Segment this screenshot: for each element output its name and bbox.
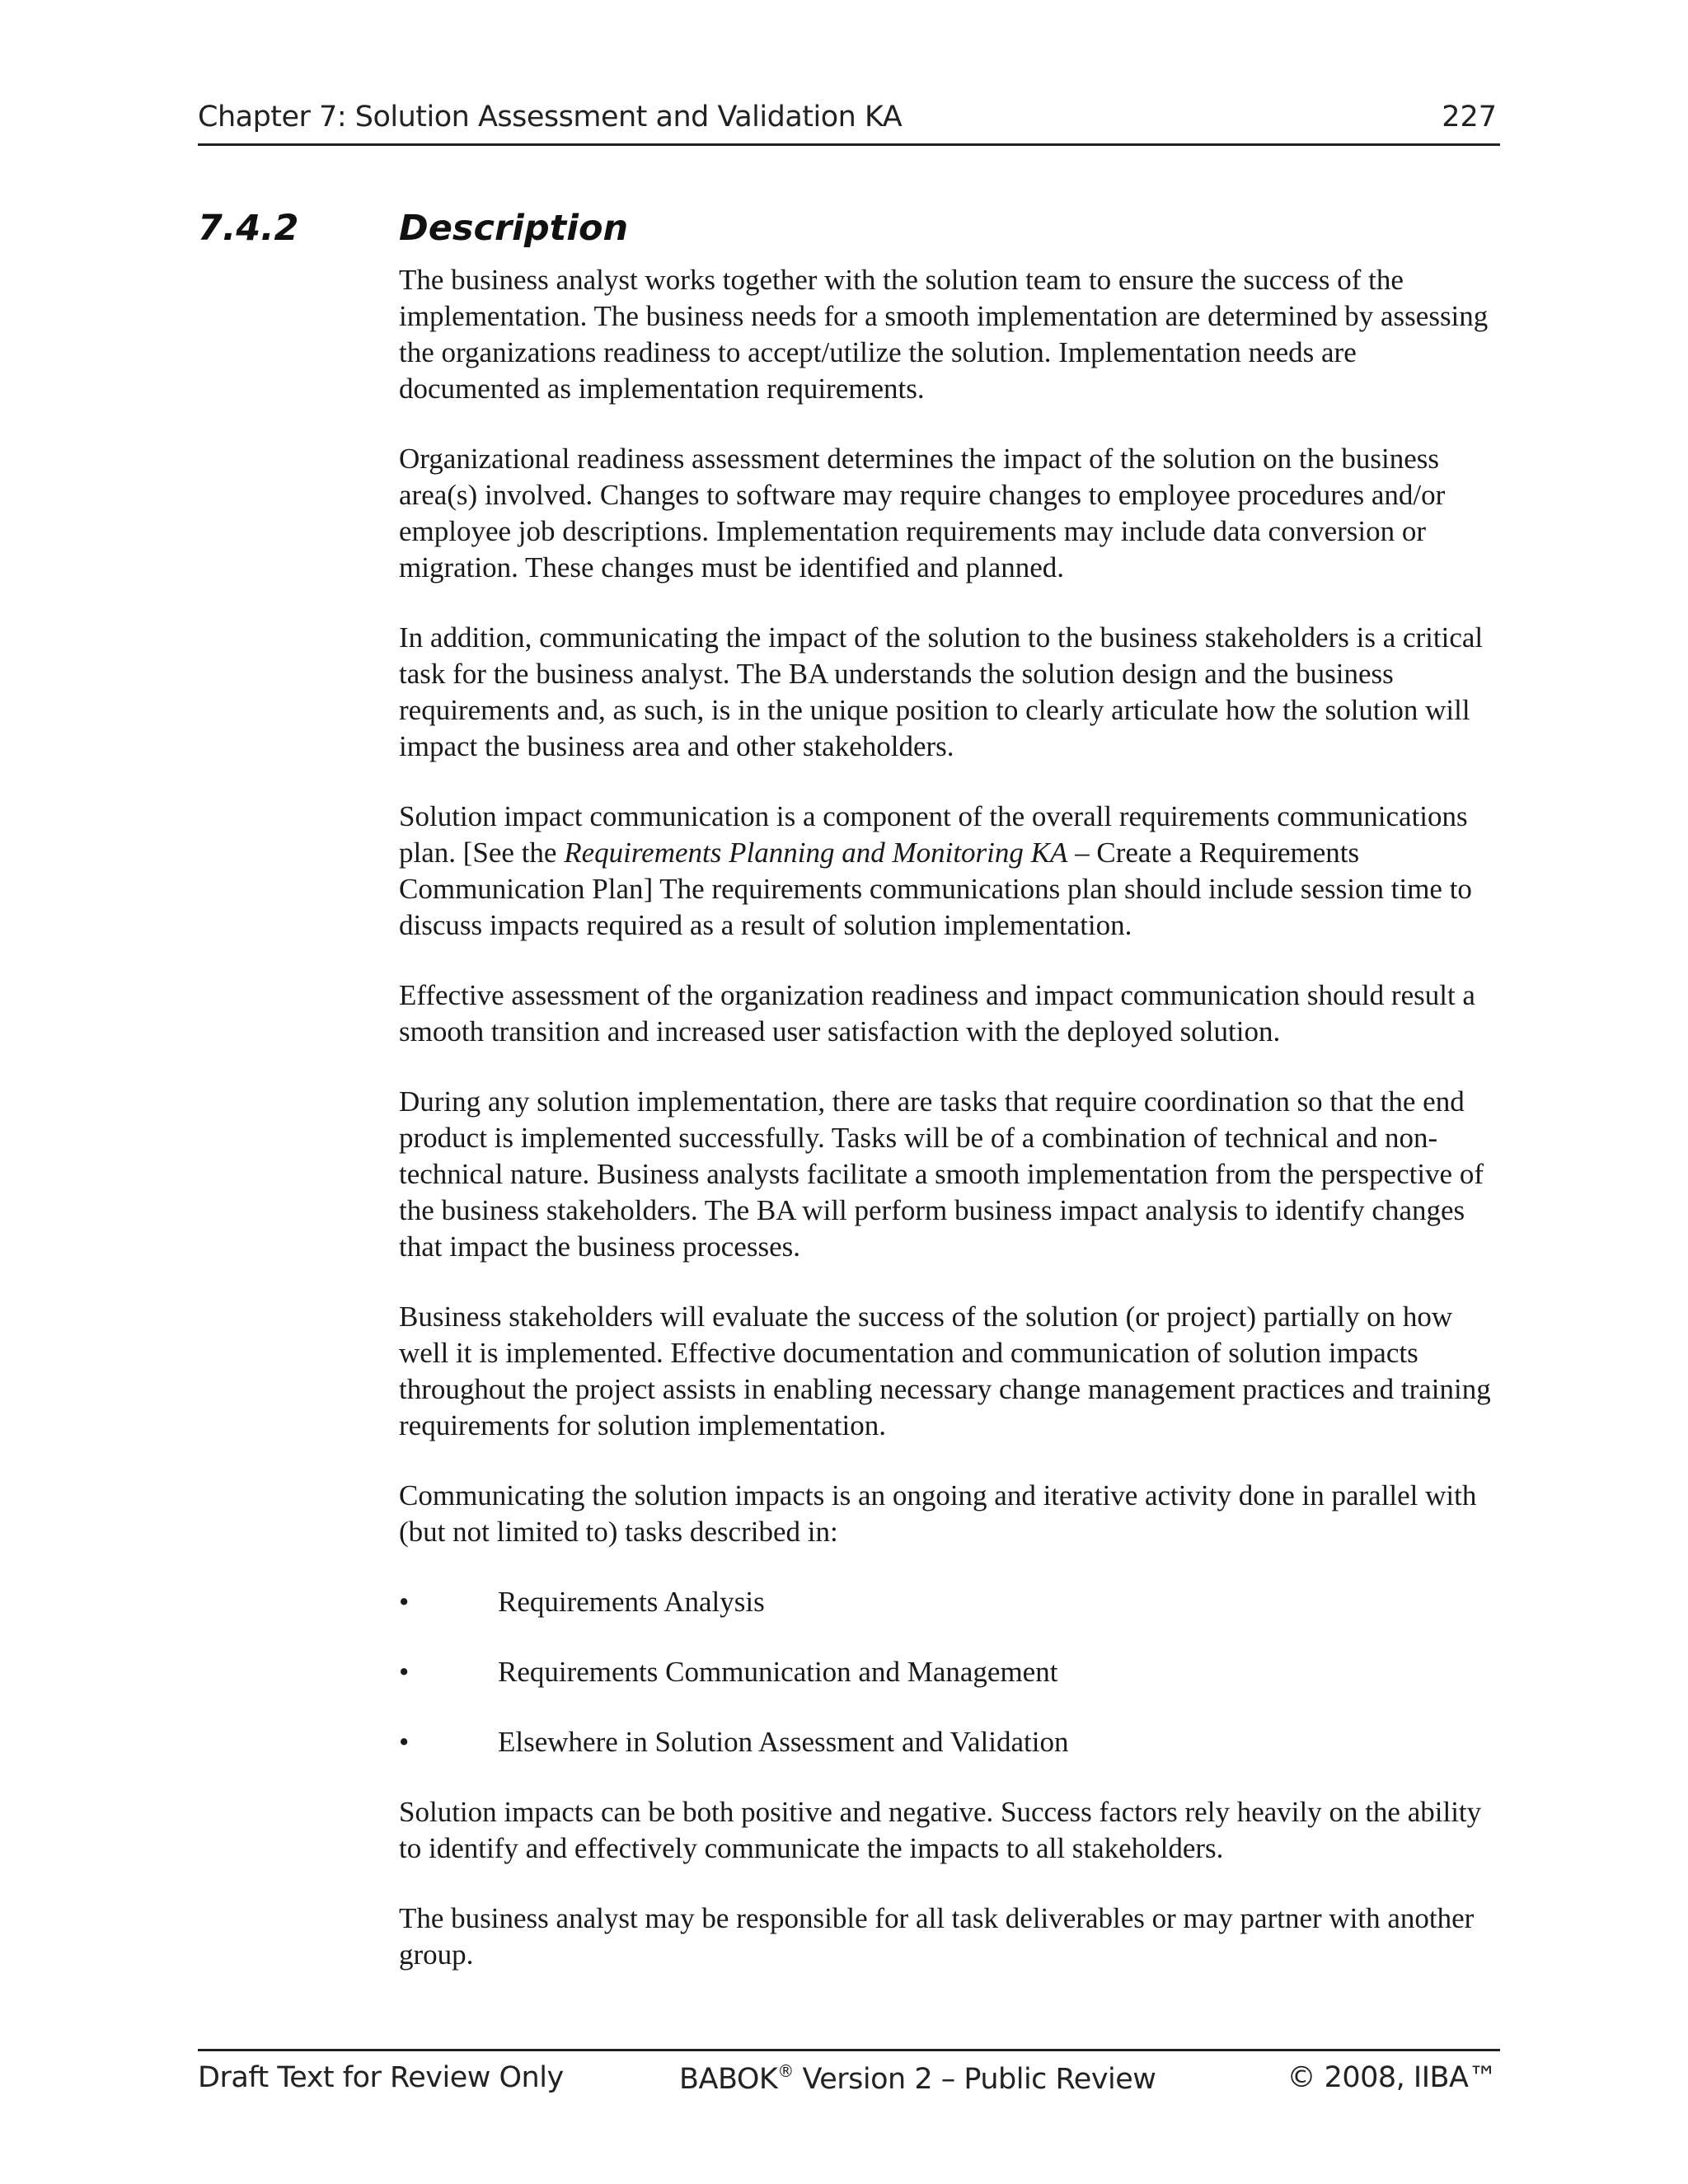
paragraph [399, 799, 1503, 944]
list-item [399, 1724, 1503, 1760]
paragraph: Solution impacts can be both positive and negative. Success factors rely heavily on the ability to identify and effectively communicate the impacts to all stakeholders. [399, 1796, 1482, 1864]
registered-mark: ® [777, 2061, 794, 2081]
paragraph: Business stakeholders will evaluate the success of the solution (or project) partially on how well it is implemented. Effective documentation and communication of solution impacts throughout the project assists in enabling necessary change management practices and training requirements for solution implementation. [399, 1301, 1491, 1441]
running-footer [198, 2049, 1500, 2109]
footer-version-suffix: Version 2 – Public Review [793, 2063, 1156, 2096]
running-header [198, 97, 1500, 146]
paragraph-text: Solution impact communication is a component of the overall requirements communications plan. [See the [399, 800, 1468, 869]
paragraph: Communicating the solution impacts is an ongoing and iterative activity done in parallel with (but not limited to) tasks described in: [399, 1479, 1477, 1548]
footer-version-prefix: BABOK [679, 2063, 778, 2096]
paragraph: The business analyst may be responsible for all task deliverables or may partner with another group. [399, 1902, 1475, 1971]
page-number: 227 [1442, 101, 1497, 134]
bullet-icon: • [399, 1726, 410, 1758]
list-item [399, 1654, 1503, 1690]
bullet-icon: • [399, 1586, 410, 1618]
body-text [399, 262, 1503, 2007]
list-item [399, 1584, 1503, 1620]
paragraph: Effective assessment of the organization readiness and impact communication should result a smooth transition and increased user satisfaction with the deployed solution. [399, 979, 1475, 1047]
paragraph: The business analyst works together with the solution team to ensure the success of the implementation. The business needs for a smooth implementation are determined by assessing the organizations readiness to accept/utilize the solution. Implementation needs are documented as implementation requirements. [399, 264, 1489, 405]
footer-draft-notice: Draft Text for Review Only [198, 2061, 564, 2094]
section-number: 7.4.2 [198, 208, 299, 249]
chapter-title: Chapter 7: Solution Assessment and Validation KA [198, 101, 903, 134]
list-item-text: Elsewhere in Solution Assessment and Validation [498, 1726, 1069, 1758]
cross-reference: Requirements Planning and Monitoring KA [564, 837, 1068, 869]
footer-copyright: © 2008, IIBA™ [1287, 2061, 1497, 2094]
list-item-text: Requirements Communication and Management [498, 1656, 1058, 1688]
list-item-text: Requirements Analysis [498, 1586, 765, 1618]
paragraph: Organizational readiness assessment determines the impact of the solution on the business area(s) involved. Changes to software may require changes to employee procedures and/or employee job descriptions. Implementation requirements may include data conversion or migration. These changes must be identified and planned. [399, 443, 1446, 583]
paragraph-text: – Create a Requirements Communication Plan] The requirements communications plan should include session time to discuss impacts required as a result of solution implementation. [399, 837, 1472, 941]
paragraph: During any solution implementation, there are tasks that require coordination so that the end product is implemented successfully. Tasks will be of a combination of technical and non-technical nature. Business analysts facilitate a smooth implementation from the perspective of the business stakeholders. The BA will perform business impact analysis to identify changes that impact the business processes. [399, 1085, 1484, 1263]
bullet-icon: • [399, 1656, 410, 1688]
paragraph: In addition, communicating the impact of the solution to the business stakeholders is a critical task for the business analyst. The BA understands the solution design and the business requirements and, as such, is in the unique position to clearly articulate how the solution will impact the business area and other stakeholders. [399, 621, 1484, 762]
section-title: Description [399, 208, 629, 249]
footer-version [679, 2061, 1156, 2096]
